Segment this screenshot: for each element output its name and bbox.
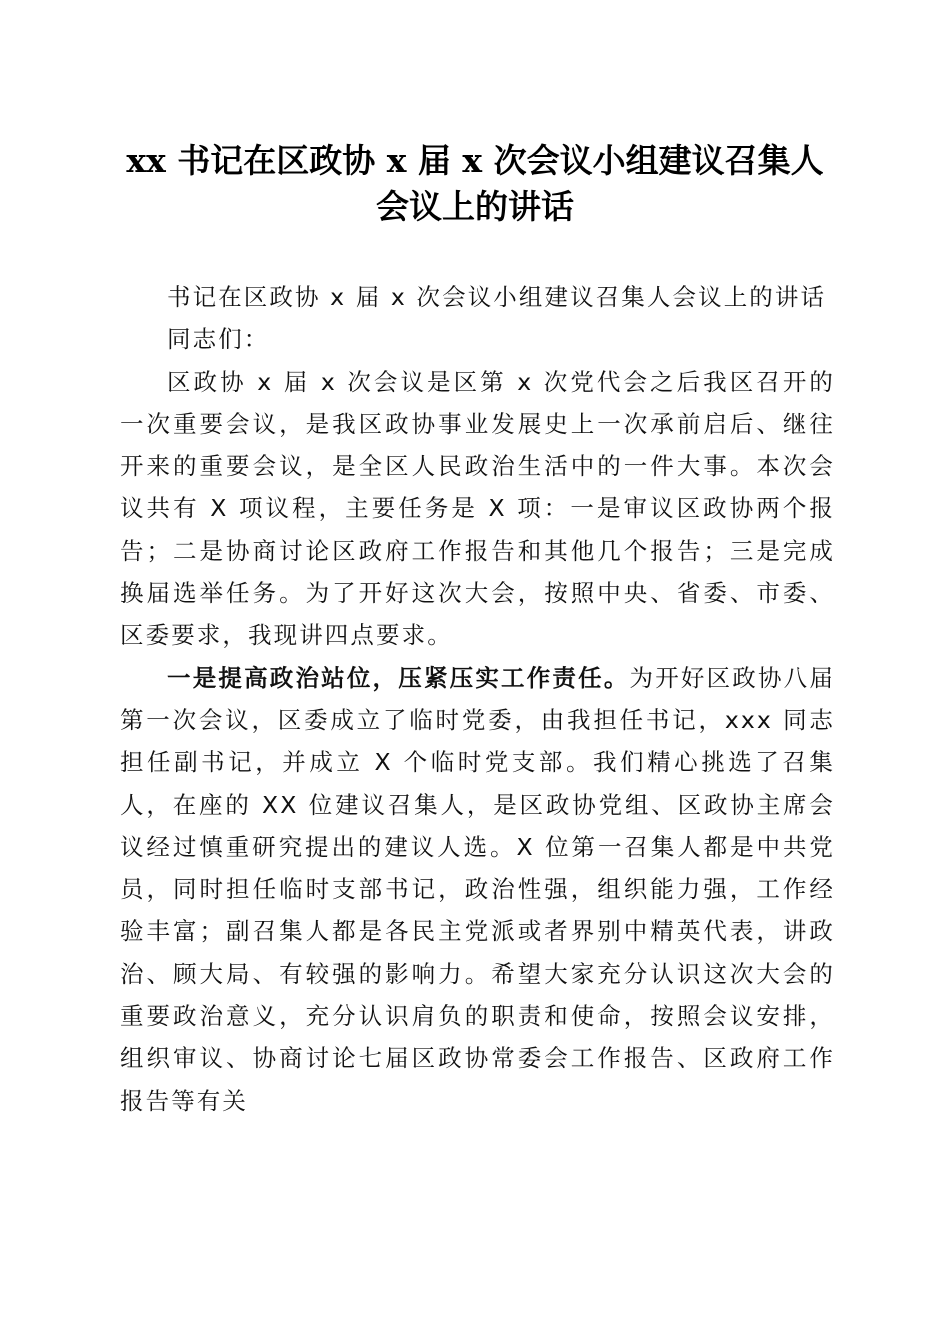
paragraph-text: 为开好区政协八届第一次会议，区委成立了临时党委，由我担任书记，xxx 同志担任副书记，并成立 X 个临时党支部。我们精心挑选了召集人，在座的 XX 位建议召集人，是区政协党组、区政协主席会议经过慎重研究提出的建议人选。X 位第一召集人都是中共党员，同时担任临时支部书记，政治性强，组织能力强，工作经验丰富；副召集人都是各民主党派或者界别中精英代表，讲政治、顾大局、有较强的影响力。希望大家充分认识这次大会的重要政治意义，充分认识肩负的职责和使命，按照会议安排，组织审议、协商讨论七届区政协常委会工作报告、区政府工作报告等有关 xyxy=(120,663,835,1115)
paragraph-lead-heading: 一是提高政治站位，压紧压实工作责任。 xyxy=(167,663,630,692)
salutation: 同志们： xyxy=(167,325,270,354)
paragraph-intro xyxy=(120,361,835,657)
paragraph-point-one xyxy=(120,657,835,1122)
title-line-1: xx 书记在区政协 x 届 x 次会议小组建议召集人 xyxy=(126,141,824,180)
document-body xyxy=(120,276,835,1122)
title-line-2: 会议上的讲话 xyxy=(376,187,574,226)
document-title xyxy=(100,138,850,230)
paragraph-text: 区政协 x 届 x 次会议是区第 x 次党代会之后我区召开的一次重要会议，是我区政协事业发展史上一次承前启后、继往开来的重要会议，是全区人民政治生活中的一件大事。本次会议共有 X 项议程，主要任务是 X 项：一是审议区政协两个报告；二是协商讨论区政府工作报告和其他几个报告；三是完成换届选举任务。为了开好这次大会，按照中央、省委、市委、区委要求，我现讲四点要求。 xyxy=(120,367,835,650)
document-subtitle: 书记在区政协 x 届 x 次会议小组建议召集人会议上的讲话 xyxy=(167,283,827,311)
